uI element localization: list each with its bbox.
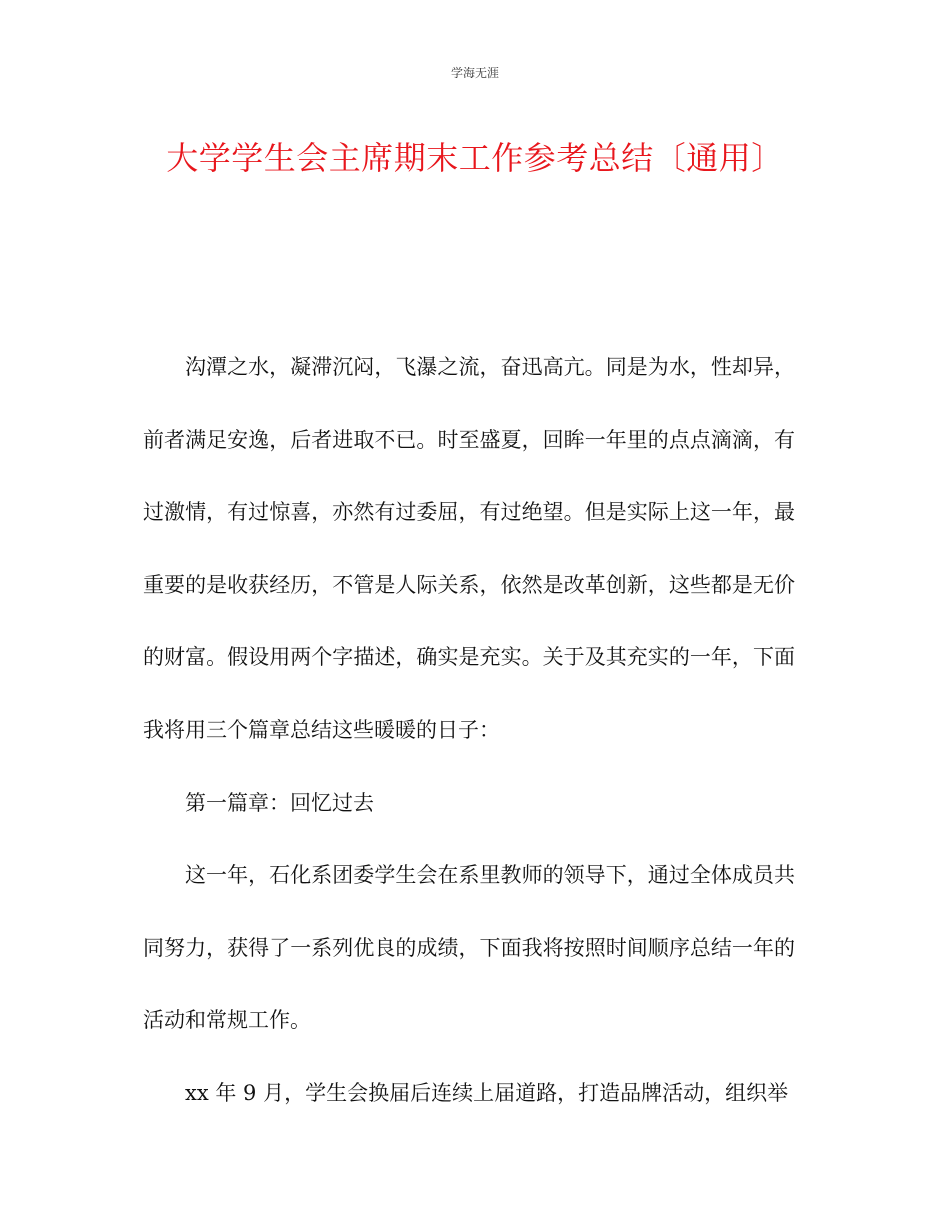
document-body — [143, 331, 795, 1130]
document-title: 大学学生会主席期末工作参考总结〔通用〕 — [166, 139, 784, 177]
paragraph-intro: 沟潭之水，凝滞沉闷，飞瀑之流，奋迅高亢。同是为水，性却异，前者满足安逸，后者进取不已。时至盛夏，回眸一年里的点点滴滴，有过激情，有过惊喜，亦然有过委屈，有过绝望。但是实际上这一年，最重要的是收获经历，不管是人际关系，依然是改革创新，这些都是无价的财富。假设用两个字描述，确实是充实。关于及其充实的一年，下面我将用三个篇章总结这些暖暖的日子： — [143, 355, 795, 742]
page-header: 学海无涯 — [450, 66, 499, 80]
section-heading: 第一篇章：回忆过去 — [185, 790, 374, 815]
paragraph-summary: 这一年，石化系团委学生会在系里教师的领导下，通过全体成员共同努力，获得了一系列优良的成绩，下面我将按照时间顺序总结一年的活动和常规工作。 — [143, 863, 795, 1033]
paragraph-september: xx 年 9 月，学生会换届后连续上届道路，打造品牌活动，组织举 — [185, 1080, 789, 1105]
